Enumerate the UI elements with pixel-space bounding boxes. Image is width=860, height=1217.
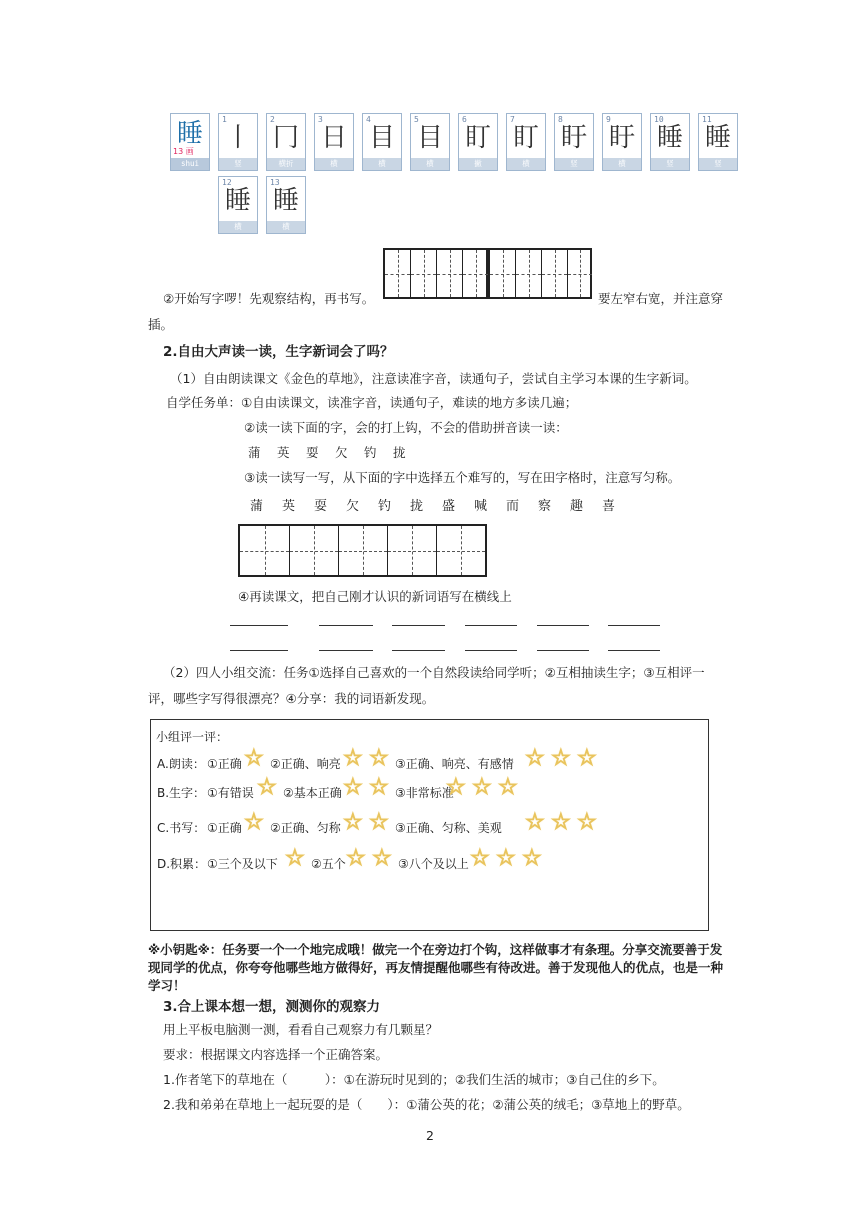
- star-outline-icon: ☆: [372, 846, 392, 871]
- write-prompt-after2: 插。: [148, 317, 174, 332]
- stroke-step-name: 竖: [699, 158, 737, 170]
- stroke-step-glyph: 冂: [272, 123, 299, 153]
- evaluation-option-1: ①正确: [207, 821, 242, 835]
- star-outline-icon: ☆: [343, 810, 363, 835]
- star-outline-icon: ☆: [343, 775, 363, 800]
- star-outline-icon: ☆: [498, 775, 518, 800]
- star-outline-icon: ☆: [525, 810, 545, 835]
- stroke-step-card: [506, 113, 546, 171]
- stroke-step-card: [218, 113, 258, 171]
- write-characters: 蒲 英 耍 欠 钓 拢 盛 喊 而 察 趣 喜: [250, 499, 619, 514]
- star-outline-icon: ☆: [472, 775, 492, 800]
- evaluation-option-2: ②五个: [311, 857, 346, 871]
- star-outline-icon: ☆: [470, 846, 490, 871]
- question-1: 1.作者笔下的草地在（ ）：①在游玩时见到的；②我们生活的城市；③自己住的乡下。: [163, 1072, 665, 1087]
- evaluation-option-3: ③八个及以上: [398, 857, 469, 871]
- stroke-step-name: 横: [363, 158, 401, 170]
- star-outline-icon: ☆: [369, 775, 389, 800]
- stroke-step-card: [698, 113, 738, 171]
- stroke-step-glyph: 日: [320, 123, 347, 153]
- stroke-step-number: 9: [606, 115, 611, 124]
- stroke-step-card: [266, 113, 306, 171]
- stroke-step-name: 竖: [651, 158, 689, 170]
- stroke-step-glyph: 睡: [224, 186, 251, 216]
- question-2: 2.我和弟弟在草地上一起玩耍的是（ ）：①蒲公英的花；②蒲公英的绒毛；③草地上的野草。: [163, 1097, 690, 1112]
- stroke-step-glyph: 盯: [512, 123, 539, 153]
- stroke-step-name: 撇: [459, 158, 497, 170]
- stroke-step-name: 横: [411, 158, 449, 170]
- stroke-step-glyph: 丨: [224, 123, 251, 153]
- star-outline-icon: ☆: [496, 846, 516, 871]
- stroke-step-card: [554, 113, 594, 171]
- star-outline-icon: ☆: [369, 810, 389, 835]
- page-number: 2: [426, 1128, 434, 1143]
- stroke-step-name: 横折: [267, 158, 305, 170]
- task-item-1: 自学任务单：①自由读课文，读准字音，读通句子，难读的地方多读几遍；: [166, 395, 578, 410]
- star-outline-icon: ☆: [522, 846, 542, 871]
- stroke-step-name: 竖: [555, 158, 593, 170]
- stroke-step-number: 5: [414, 115, 419, 124]
- star-outline-icon: ☆: [551, 746, 571, 771]
- stroke-step-glyph: 睡: [272, 186, 299, 216]
- stroke-step-card: [602, 113, 642, 171]
- star-outline-icon: ☆: [577, 746, 597, 771]
- stroke-step-number: 8: [558, 115, 563, 124]
- stroke-step-glyph: 目: [368, 123, 395, 153]
- evaluation-row-label: D.积累：: [157, 857, 207, 871]
- evaluation-option-1: ①有错误: [207, 786, 254, 800]
- stroke-count-label: 13 画: [173, 147, 194, 156]
- evaluation-option-1: ①正确: [207, 757, 242, 771]
- star-outline-icon: ☆: [343, 746, 363, 771]
- stroke-step-number: 3: [318, 115, 323, 124]
- evaluation-option-2: ②基本正确: [283, 786, 342, 800]
- evaluation-row-label: A.朗读：: [157, 757, 205, 771]
- stroke-step-number: 1: [222, 115, 227, 124]
- stroke-step-glyph: 盱: [608, 123, 635, 153]
- pinyin-label: shui: [171, 158, 209, 170]
- stroke-step-number: 13: [270, 178, 280, 187]
- star-outline-icon: ☆: [369, 746, 389, 771]
- star-outline-icon: ☆: [577, 810, 597, 835]
- stroke-step-card: [650, 113, 690, 171]
- section3-requirement: 要求：根据课文内容选择一个正确答案。: [163, 1047, 389, 1062]
- evaluation-option-2: ②正确、匀称: [270, 821, 341, 835]
- section2-paragraph2b: 评，哪些字写得很漂亮？④分享：我的词语新发现。: [148, 691, 435, 706]
- task-item-3: ③读一读写一写，从下面的字中选择五个难写的，写在田字格时，注意写匀称。: [244, 470, 681, 485]
- stroke-step-name: 横: [603, 158, 641, 170]
- section2-heading: 2.自由大声读一读，生字新词会了吗？: [163, 344, 394, 360]
- stroke-step-card: [362, 113, 402, 171]
- stroke-step-glyph: 目: [416, 123, 443, 153]
- section3-intro: 用上平板电脑测一测，看看自己观察力有几颗星？: [163, 1022, 439, 1037]
- task-item-4: ④再读课文，把自己刚才认识的新词语写在横线上: [238, 589, 512, 604]
- tianzige-grid-a: [383, 248, 488, 299]
- tip-line-3: 学习！: [148, 978, 186, 993]
- stroke-step-number: 6: [462, 115, 467, 124]
- write-prompt-after: 要左窄右宽，并注意穿: [598, 291, 724, 306]
- evaluation-option-3: ③正确、匀称、美观: [395, 821, 502, 835]
- tip-line-1: ※小钥匙※：任务要一个一个地完成哦！做完一个在旁边打个钩，这样做事才有条理。分享交流要善于发: [148, 942, 723, 957]
- evaluation-option-3: ③非常标准: [395, 786, 454, 800]
- section2-paragraph1: （1）自由朗读课文《金色的草地》，注意读准字音，读通句子，尝试自主学习本课的生字新词。: [170, 371, 697, 386]
- star-outline-icon: ☆: [551, 810, 571, 835]
- evaluation-title: 小组评一评：: [156, 730, 229, 744]
- stroke-step-glyph: 睡: [656, 123, 683, 153]
- stroke-step-name: 横: [315, 158, 353, 170]
- stroke-step-glyph: 盱: [560, 123, 587, 153]
- stroke-step-name: 竖: [219, 158, 257, 170]
- star-outline-icon: ☆: [244, 810, 264, 835]
- star-outline-icon: ☆: [244, 746, 264, 771]
- read-characters: 蒲 英 耍 欠 钓 拢: [248, 445, 408, 460]
- stroke-step-glyph: 盯: [464, 123, 491, 153]
- evaluation-option-2: ②正确、响亮: [270, 757, 341, 771]
- stroke-step-card: [266, 176, 306, 234]
- evaluation-row-label: C.书写：: [157, 821, 206, 835]
- stroke-step-name: 横: [507, 158, 545, 170]
- stroke-step-card: [218, 176, 258, 234]
- stroke-step-card: [410, 113, 450, 171]
- stroke-step-name: 横: [267, 221, 305, 233]
- evaluation-row-label: B.生字：: [157, 786, 206, 800]
- star-outline-icon: ☆: [285, 846, 305, 871]
- stroke-step-card: [458, 113, 498, 171]
- stroke-main-card: [170, 113, 210, 171]
- section2-paragraph2a: （2）四人小组交流：任务①选择自己喜欢的一个自然段读给同学听；②互相抽读生字；③互相评一: [163, 665, 705, 680]
- stroke-step-number: 11: [702, 115, 712, 124]
- tip-line-2: 现同学的优点，你夸夸他哪些地方做得好，再友情提醒他哪些有待改进。善于发现他人的优点，也是一种: [148, 960, 724, 975]
- write-prompt-before: ②开始写字啰！先观察结构，再书写。: [163, 291, 375, 306]
- evaluation-option-1: ①三个及以下: [207, 857, 278, 871]
- section3-heading: 3.合上课本想一想，测测你的观察力: [163, 999, 381, 1015]
- tianzige-grid-c: [238, 524, 487, 577]
- stroke-step-name: 横: [219, 221, 257, 233]
- stroke-step-number: 4: [366, 115, 371, 124]
- star-outline-icon: ☆: [346, 846, 366, 871]
- star-outline-icon: ☆: [257, 775, 277, 800]
- stroke-step-number: 10: [654, 115, 664, 124]
- stroke-step-number: 7: [510, 115, 515, 124]
- tianzige-grid-b: [488, 248, 592, 299]
- evaluation-option-3: ③正确、响亮、有感情: [395, 757, 514, 771]
- stroke-step-card: [314, 113, 354, 171]
- star-outline-icon: ☆: [525, 746, 545, 771]
- task-item-2: ②读一读下面的字，会的打上钩，不会的借助拼音读一读：: [244, 420, 568, 435]
- stroke-step-glyph: 睡: [704, 123, 731, 153]
- stroke-step-number: 12: [222, 178, 232, 187]
- stroke-main-character: 睡: [176, 119, 203, 149]
- stroke-step-number: 2: [270, 115, 275, 124]
- star-outline-icon: ☆: [446, 775, 466, 800]
